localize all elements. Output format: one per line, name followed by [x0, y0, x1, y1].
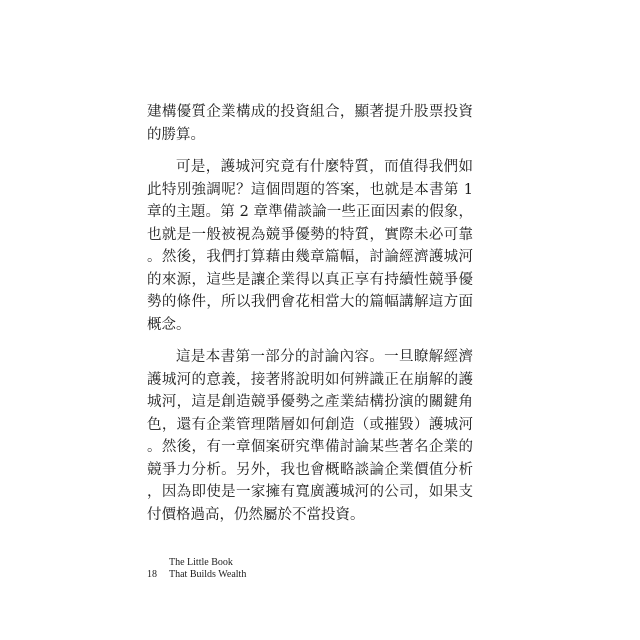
- running-title-line-1: The Little Book: [169, 557, 233, 568]
- body-text: [147, 101, 473, 536]
- paragraph-3: 這是本書第一部分的討論內容。一旦瞭解經濟護城河的意義，接著將說明如何辨識正在崩解的護城河，這是創造競爭優勢之產業結構扮演的關鍵角色，還有企業管理階層如何創造（或摧毀）護城河。然後，有一章個案研究準備討論某些著名企業的競爭力分析。另外，我也會概略談論企業價值分析，因為即使是一家擁有寬廣護城河的公司，如果支付價格過高，仍然屬於不當投資。: [147, 349, 473, 523]
- paragraph-2: 可是，護城河究竟有什麼特質，而值得我們如此特別強調呢？這個問題的答案，也就是本書第 1 章的主題。第 2 章準備談論一些正面因素的假象，也就是一般被視為競爭優勢的特質，實際未必可靠。然後，我們打算藉由幾章篇幅，討論經濟護城河的來源，這些是讓企業得以真正享有持續性競爭優勢的條件，所以我們會花相當大的篇幅講解這方面概念。: [147, 159, 473, 333]
- running-title-line-2: That Builds Wealth: [169, 569, 247, 580]
- paragraph-1: 建構優質企業構成的投資組合，顯著提升股票投資的勝算。: [147, 104, 473, 143]
- page-number: 18: [147, 569, 157, 580]
- running-title: [169, 557, 246, 581]
